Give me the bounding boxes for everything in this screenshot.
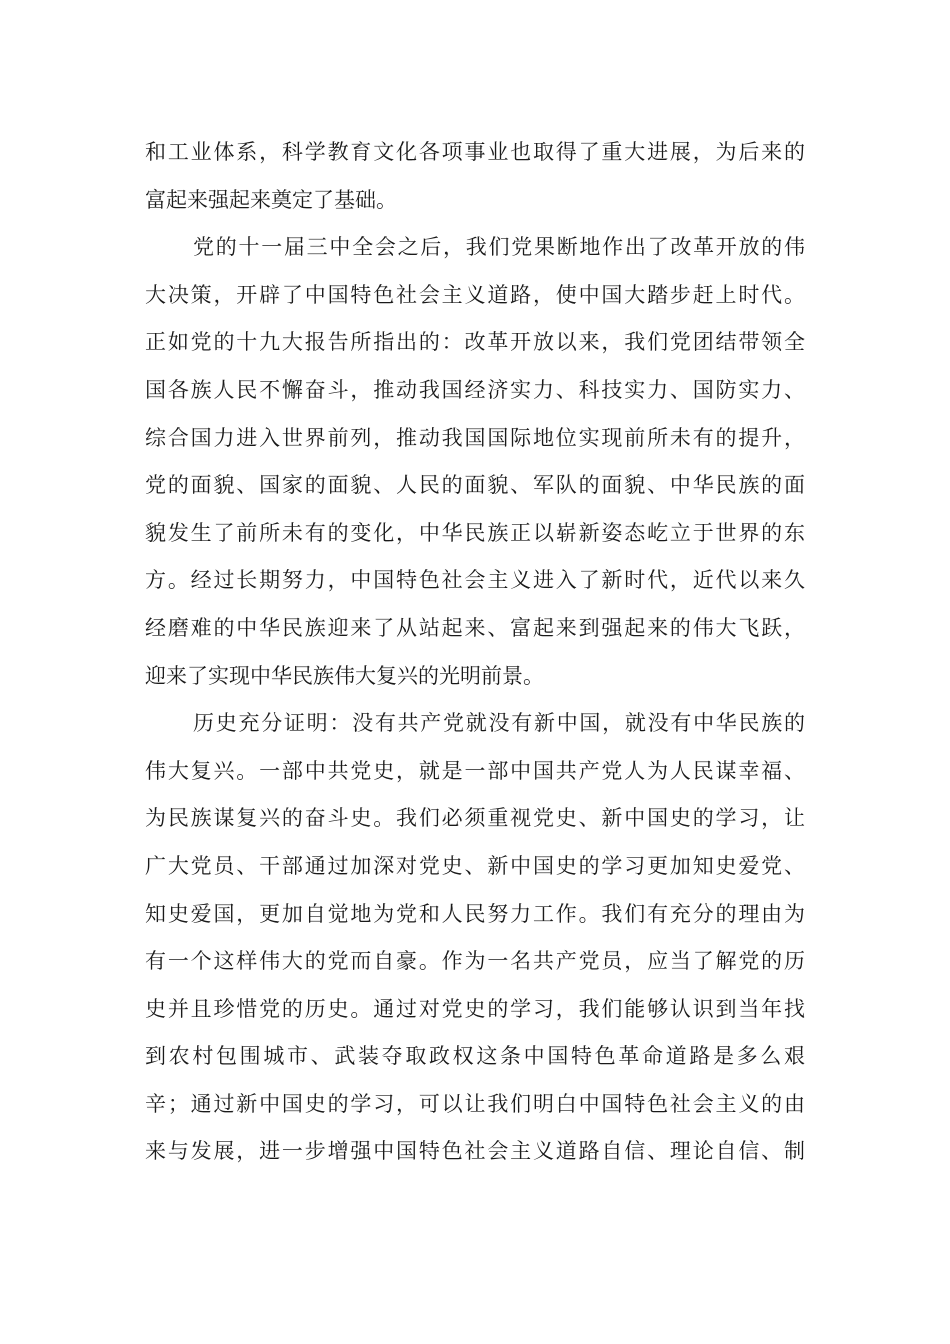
body-text — [145, 129, 805, 1176]
text-line: 历史充分证明：没有共产党就没有新中国，就没有中华民族的 — [193, 711, 805, 736]
text-line: 大决策，开辟了中国特色社会主义道路，使中国大踏步赶上时代。 — [145, 282, 805, 307]
paragraph-1 — [145, 129, 805, 224]
text-line: 广大党员、干部通过加深对党史、新中国史的学习更加知史爱党、 — [145, 853, 805, 878]
text-line: 貌发生了前所未有的变化，中华民族正以崭新姿态屹立于世界的东 — [145, 520, 805, 545]
paragraph-3 — [145, 700, 805, 1176]
text-line: 为民族谋复兴的奋斗史。我们必须重视党史、新中国史的学习，让 — [145, 806, 805, 831]
text-line: 国各族人民不懈奋斗，推动我国经济实力、科技实力、国防实力、 — [145, 377, 805, 402]
text-line: 到农村包围城市、武装夺取政权这条中国特色革命道路是多么艰 — [145, 1044, 805, 1069]
text-line: 党的面貌、国家的面貌、人民的面貌、军队的面貌、中华民族的面 — [145, 473, 805, 498]
text-line: 方。经过长期努力，中国特色社会主义进入了新时代，近代以来久 — [145, 568, 805, 593]
text-line: 伟大复兴。一部中共党史，就是一部中国共产党人为人民谋幸福、 — [145, 758, 805, 783]
text-line: 和工业体系，科学教育文化各项事业也取得了重大进展，为后来的 — [145, 140, 805, 164]
text-line: 迎来了实现中华民族伟大复兴的光明前景。 — [145, 663, 544, 688]
text-line: 富起来强起来奠定了基础。 — [145, 187, 397, 212]
text-line: 辛；通过新中国史的学习，可以让我们明白中国特色社会主义的由 — [145, 1091, 805, 1116]
text-line: 来与发展，进一步增强中国特色社会主义道路自信、理论自信、制 — [145, 1139, 805, 1164]
text-line: 知史爱国，更加自觉地为党和人民努力工作。我们有充分的理由为 — [145, 901, 805, 926]
text-line: 有一个这样伟大的党而自豪。作为一名共产党员，应当了解党的历 — [145, 949, 805, 974]
text-line: 综合国力进入世界前列，推动我国国际地位实现前所未有的提升， — [145, 425, 805, 450]
text-line: 史并且珍惜党的历史。通过对党史的学习，我们能够认识到当年找 — [145, 996, 805, 1021]
text-line: 正如党的十九大报告所指出的：改革开放以来，我们党团结带领全 — [145, 330, 805, 355]
text-line: 经磨难的中华民族迎来了从站起来、富起来到强起来的伟大飞跃， — [145, 615, 805, 640]
text-line: 党的十一届三中全会之后，我们党果断地作出了改革开放的伟 — [193, 235, 805, 260]
paragraph-2 — [145, 224, 805, 700]
